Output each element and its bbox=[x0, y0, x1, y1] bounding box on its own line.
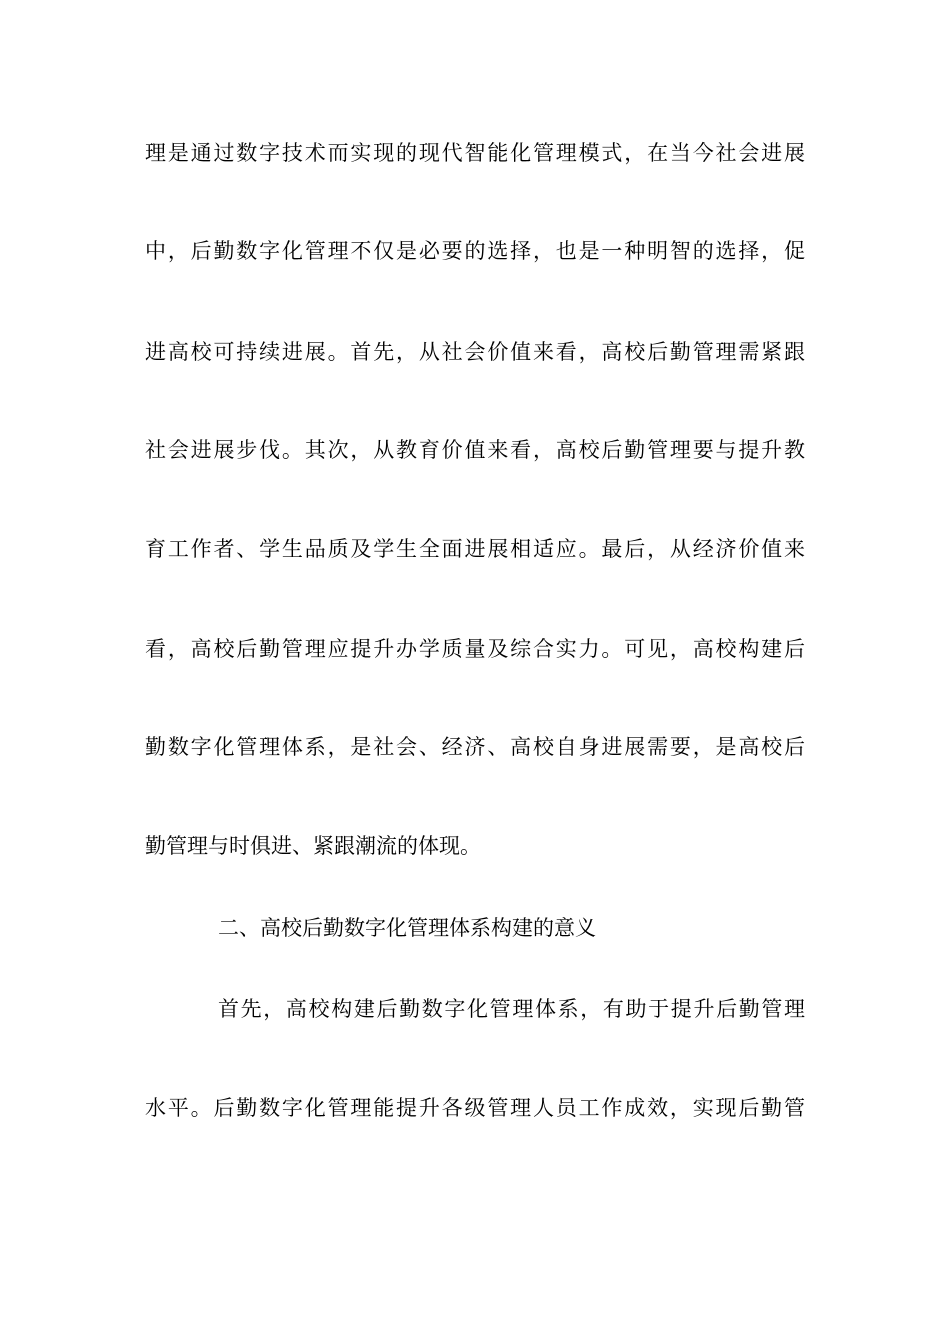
paragraph2-line-1: 首先，高校构建后勤数字化管理体系，有助于提升后勤管理 bbox=[218, 997, 805, 1021]
paragraph-line-2: 中，后勤数字化管理不仅是必要的选择，也是一种明智的选择，促 bbox=[145, 239, 805, 263]
paragraph2-line-2: 水平。后勤数字化管理能提升各级管理人员工作成效，实现后勤管 bbox=[145, 1096, 805, 1120]
paragraph-line-4: 社会进展步伐。其次，从教育价值来看，高校后勤管理要与提升教 bbox=[145, 438, 805, 462]
paragraph-line-3: 进高校可持续进展。首先，从社会价值来看，高校后勤管理需紧跟 bbox=[145, 340, 805, 364]
paragraph-line-5: 育工作者、学生品质及学生全面进展相适应。最后，从经济价值来 bbox=[145, 537, 805, 561]
paragraph-line-6: 看，高校后勤管理应提升办学质量及综合实力。可见，高校构建后 bbox=[145, 637, 805, 661]
paragraph-line-7: 勤数字化管理体系，是社会、经济、高校自身进展需要，是高校后 bbox=[145, 735, 805, 759]
paragraph-line-1: 理是通过数字技术而实现的现代智能化管理模式，在当今社会进展 bbox=[145, 141, 805, 165]
paragraph-line-8: 勤管理与时俱进、紧跟潮流的体现。 bbox=[145, 834, 481, 858]
section-heading: 二、高校后勤数字化管理体系构建的意义 bbox=[218, 916, 596, 940]
